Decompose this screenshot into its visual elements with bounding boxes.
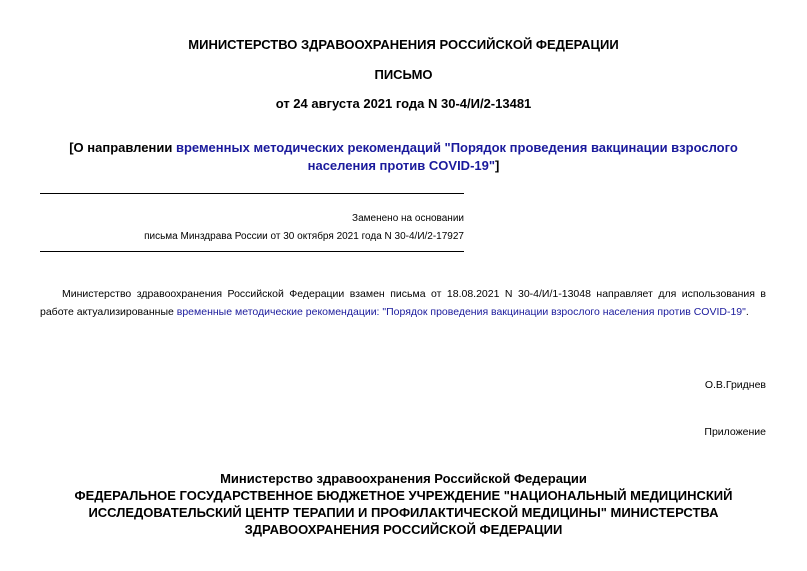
subject-recommendations-link[interactable]: временных методических рекомендаций "Порядок проведения вакцинации взрослого населения против COVID-19"	[175, 140, 738, 173]
organization-heading	[40, 470, 767, 538]
signature: О.В.Гриднев	[704, 379, 766, 391]
document-type: ПИСЬМО	[374, 67, 433, 82]
body-recommendations-link[interactable]: временные методические рекомендации: "Порядок проведения вакцинации взрослого населения против COVID-19"	[176, 306, 746, 318]
subject-suffix: ]	[495, 158, 500, 173]
replacement-note-line1: Заменено на основании	[352, 213, 464, 224]
organization-line-4: ЗДРАВООХРАНЕНИЯ РОССИЙСКОЙ ФЕДЕРАЦИИ	[244, 522, 563, 537]
document-date-number: от 24 августа 2021 года N 30-4/И/2-13481	[275, 96, 532, 111]
organization-line-ministry: Министерство здравоохранения Российской Федерации	[220, 471, 587, 486]
divider-bottom	[40, 251, 464, 252]
ministry-heading: МИНИСТЕРСТВО ЗДРАВООХРАНЕНИЯ РОССИЙСКОЙ ФЕДЕРАЦИИ	[188, 37, 619, 52]
body-text-after: .	[745, 306, 749, 318]
appendix-label: Приложение	[704, 426, 766, 438]
organization-line-2: ФЕДЕРАЛЬНОЕ ГОСУДАРСТВЕННОЕ БЮДЖЕТНОЕ УЧРЕЖДЕНИЕ "НАЦИОНАЛЬНЫЙ МЕДИЦИНСКИЙ	[74, 488, 733, 503]
body-text-before: Министерство здравоохранения Российской Федерации взамен письма от 18.08.2021 N 30-4/И/1-13048 направляет для использования в работе актуализированные	[40, 288, 766, 318]
organization-line-3: ИССЛЕДОВАТЕЛЬСКИЙ ЦЕНТР ТЕРАПИИ И ПРОФИЛАКТИЧЕСКОЙ МЕДИЦИНЫ" МИНИСТЕРСТВА	[88, 505, 719, 520]
document-subject	[50, 139, 757, 175]
replacement-note-line2: письма Минздрава России от 30 октября 2021 года N 30-4/И/2-17927	[144, 231, 464, 242]
divider-top	[40, 193, 464, 194]
letter-body	[40, 285, 766, 321]
subject-prefix: [О направлении	[69, 140, 176, 155]
